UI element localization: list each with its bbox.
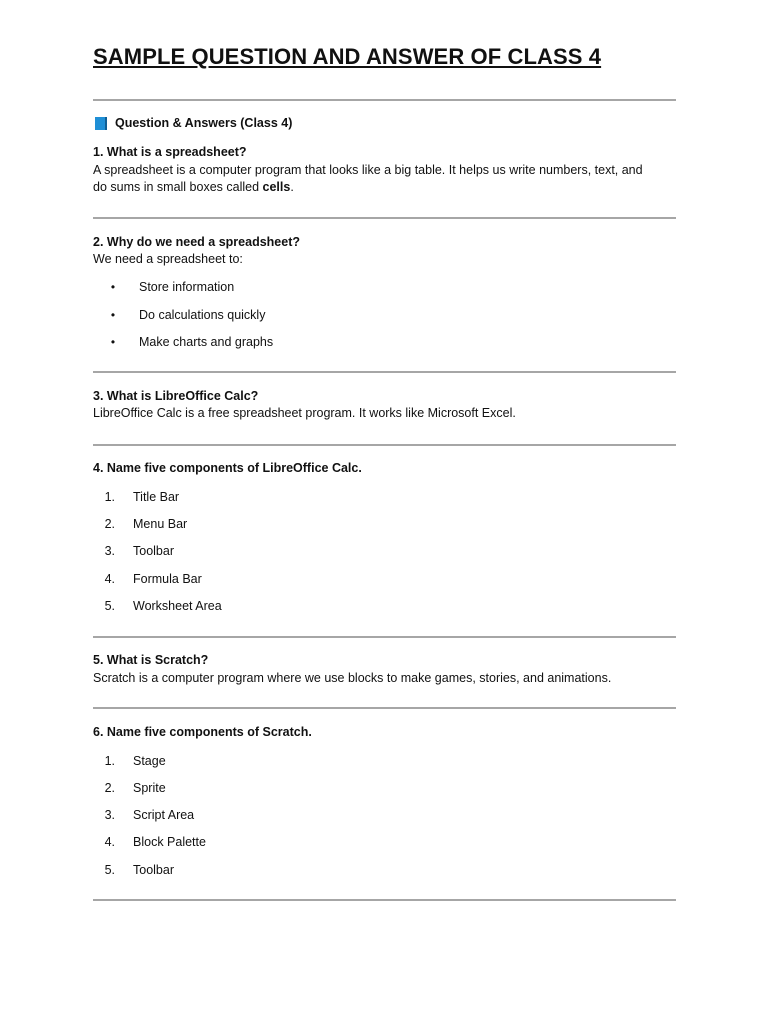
list-item-text: Formula Bar [133,571,202,586]
divider [93,371,676,373]
list-item-text: Worksheet Area [133,598,222,613]
list-item-number: 1. [104,753,115,768]
list-item-text: Make charts and graphs [139,334,274,349]
list-item [93,752,166,769]
list-item-text: Title Bar [133,489,180,504]
list-item [93,833,206,850]
list-item-number: 2. [104,780,115,795]
list-item [93,861,174,878]
list-item-text: Block Palette [133,834,206,849]
bullet-icon: • [110,307,116,322]
list-item [93,515,187,532]
answer-1-line-1: A spreadsheet is a computer program that looks like a big table. It helps us write numbers, text, and [93,163,643,177]
list-item [93,542,174,559]
list-item-number: 2. [104,516,115,531]
divider [93,444,676,446]
list-item-number: 3. [104,543,115,558]
list-item-text: Toolbar [133,862,174,877]
answer-2-intro: We need a spreadsheet to: [93,252,243,266]
list-item [93,597,222,614]
section-header-label: Question & Answers (Class 4) [115,116,293,130]
question-4: 4. Name five components of LibreOffice Calc. [93,461,362,475]
question-1: 1. What is a spreadsheet? [93,145,247,159]
answer-5: Scratch is a computer program where we use blocks to make games, stories, and animations. [93,671,612,685]
bullet-icon: • [110,334,116,349]
question-5: 5. What is Scratch? [93,653,209,667]
answer-3: LibreOffice Calc is a free spreadsheet program. It works like Microsoft Excel. [93,406,516,420]
question-6: 6. Name five components of Scratch. [93,725,312,739]
divider [93,217,676,219]
divider [93,99,676,101]
list-item [93,278,234,295]
list-item [93,570,202,587]
answer-1 [93,162,676,196]
list-item-number: 4. [104,834,115,849]
list-item [93,333,273,350]
section-header [95,116,292,130]
question-2: 2. Why do we need a spreadsheet? [93,235,301,249]
answer-1-text: do sums in small boxes called [93,180,263,194]
list-item-text: Stage [133,753,166,768]
list-item-text: Sprite [133,780,166,795]
list-item [93,806,194,823]
list-item [93,488,179,505]
list-item-text: Store information [139,279,235,294]
book-icon [95,117,107,130]
bullet-icon: • [110,279,116,294]
answer-1-line-2 [93,179,676,196]
list-item-text: Do calculations quickly [139,307,266,322]
list-item-number: 3. [104,807,115,822]
list-item-text: Menu Bar [133,516,188,531]
list-item-text: Script Area [133,807,195,822]
question-3: 3. What is LibreOffice Calc? [93,389,259,403]
list-item-number: 5. [104,862,115,877]
list-item-number: 5. [104,598,115,613]
answer-1-bold-term: cells [262,180,291,194]
page-title: SAMPLE QUESTION AND ANSWER OF CLASS 4 [93,44,602,69]
list-item [93,306,265,323]
list-item-text: Toolbar [133,543,174,558]
divider [93,899,676,901]
list-item-number: 4. [104,571,115,586]
list-item-number: 1. [104,489,115,504]
divider [93,707,676,709]
list-item [93,779,166,796]
divider [93,636,676,638]
answer-1-period: . [290,180,294,194]
